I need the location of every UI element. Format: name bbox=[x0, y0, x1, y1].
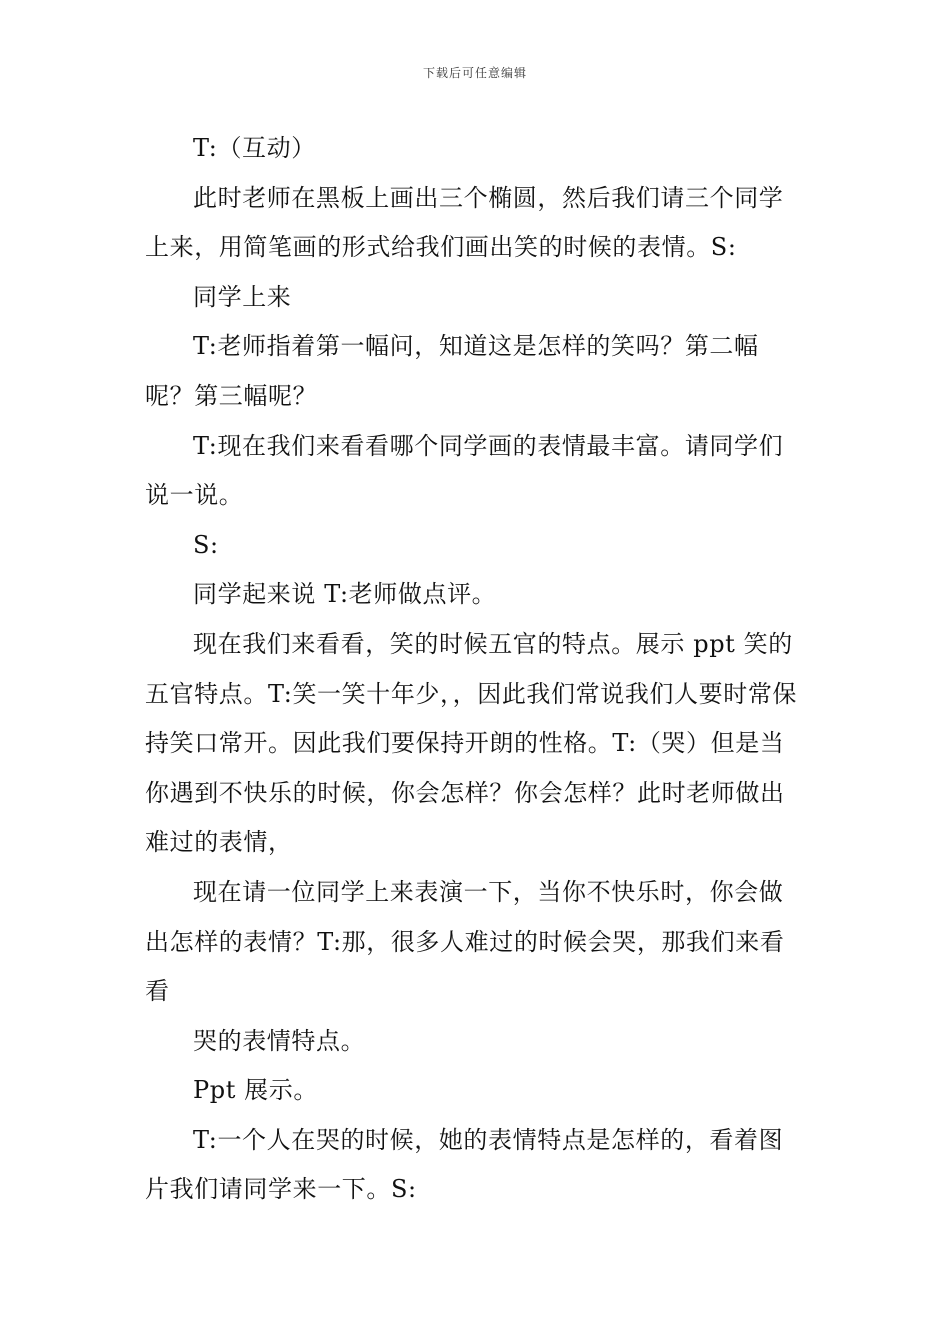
paragraph-9: 现在请一位同学上来表演一下，当你不快乐时，你会做出怎样的表情？T:那，很多人难过的时候会哭，那我们来看看 bbox=[145, 877, 785, 1006]
paragraph-10: 哭的表情特点。 bbox=[193, 1026, 366, 1055]
paragraph-6: S: bbox=[193, 530, 219, 559]
paragraph-2: 此时老师在黑板上画出三个椭圆，然后我们请三个同学上来，用简笔画的形式给我们画出笑的时候的表情。S: bbox=[145, 183, 784, 262]
paragraph-1: T:（互动） bbox=[193, 134, 316, 162]
paragraph-11: Ppt 展示。 bbox=[193, 1076, 318, 1105]
paragraph-5: T:现在我们来看看哪个同学画的表情最丰富。请同学们说一说。 bbox=[145, 431, 784, 510]
page-header-note: 下载后可任意编辑 bbox=[422, 66, 527, 80]
paragraph-4: T:老师指着第一幅问，知道这是怎样的笑吗？第二幅呢？第三幅呢？ bbox=[145, 332, 759, 410]
paragraph-12: T:一个人在哭的时候，她的表情特点是怎样的，看着图片我们请同学来一下。S: bbox=[145, 1125, 784, 1204]
document-body bbox=[145, 124, 807, 1215]
paragraph-7: 同学起来说 T:老师做点评。 bbox=[193, 580, 497, 609]
paragraph-3: 同学上来 bbox=[193, 282, 292, 311]
paragraph-8: 现在我们来看看，笑的时候五官的特点。展示 ppt 笑的五官特点。T:笑一笑十年少，，因此我们常说我们人要时常保持笑口常开。因此我们要保持开朗的性格。T:（哭）但是当你遇到不快乐的时候，你会怎样？你会怎样？此时老师做出难过的表情， bbox=[145, 629, 798, 857]
